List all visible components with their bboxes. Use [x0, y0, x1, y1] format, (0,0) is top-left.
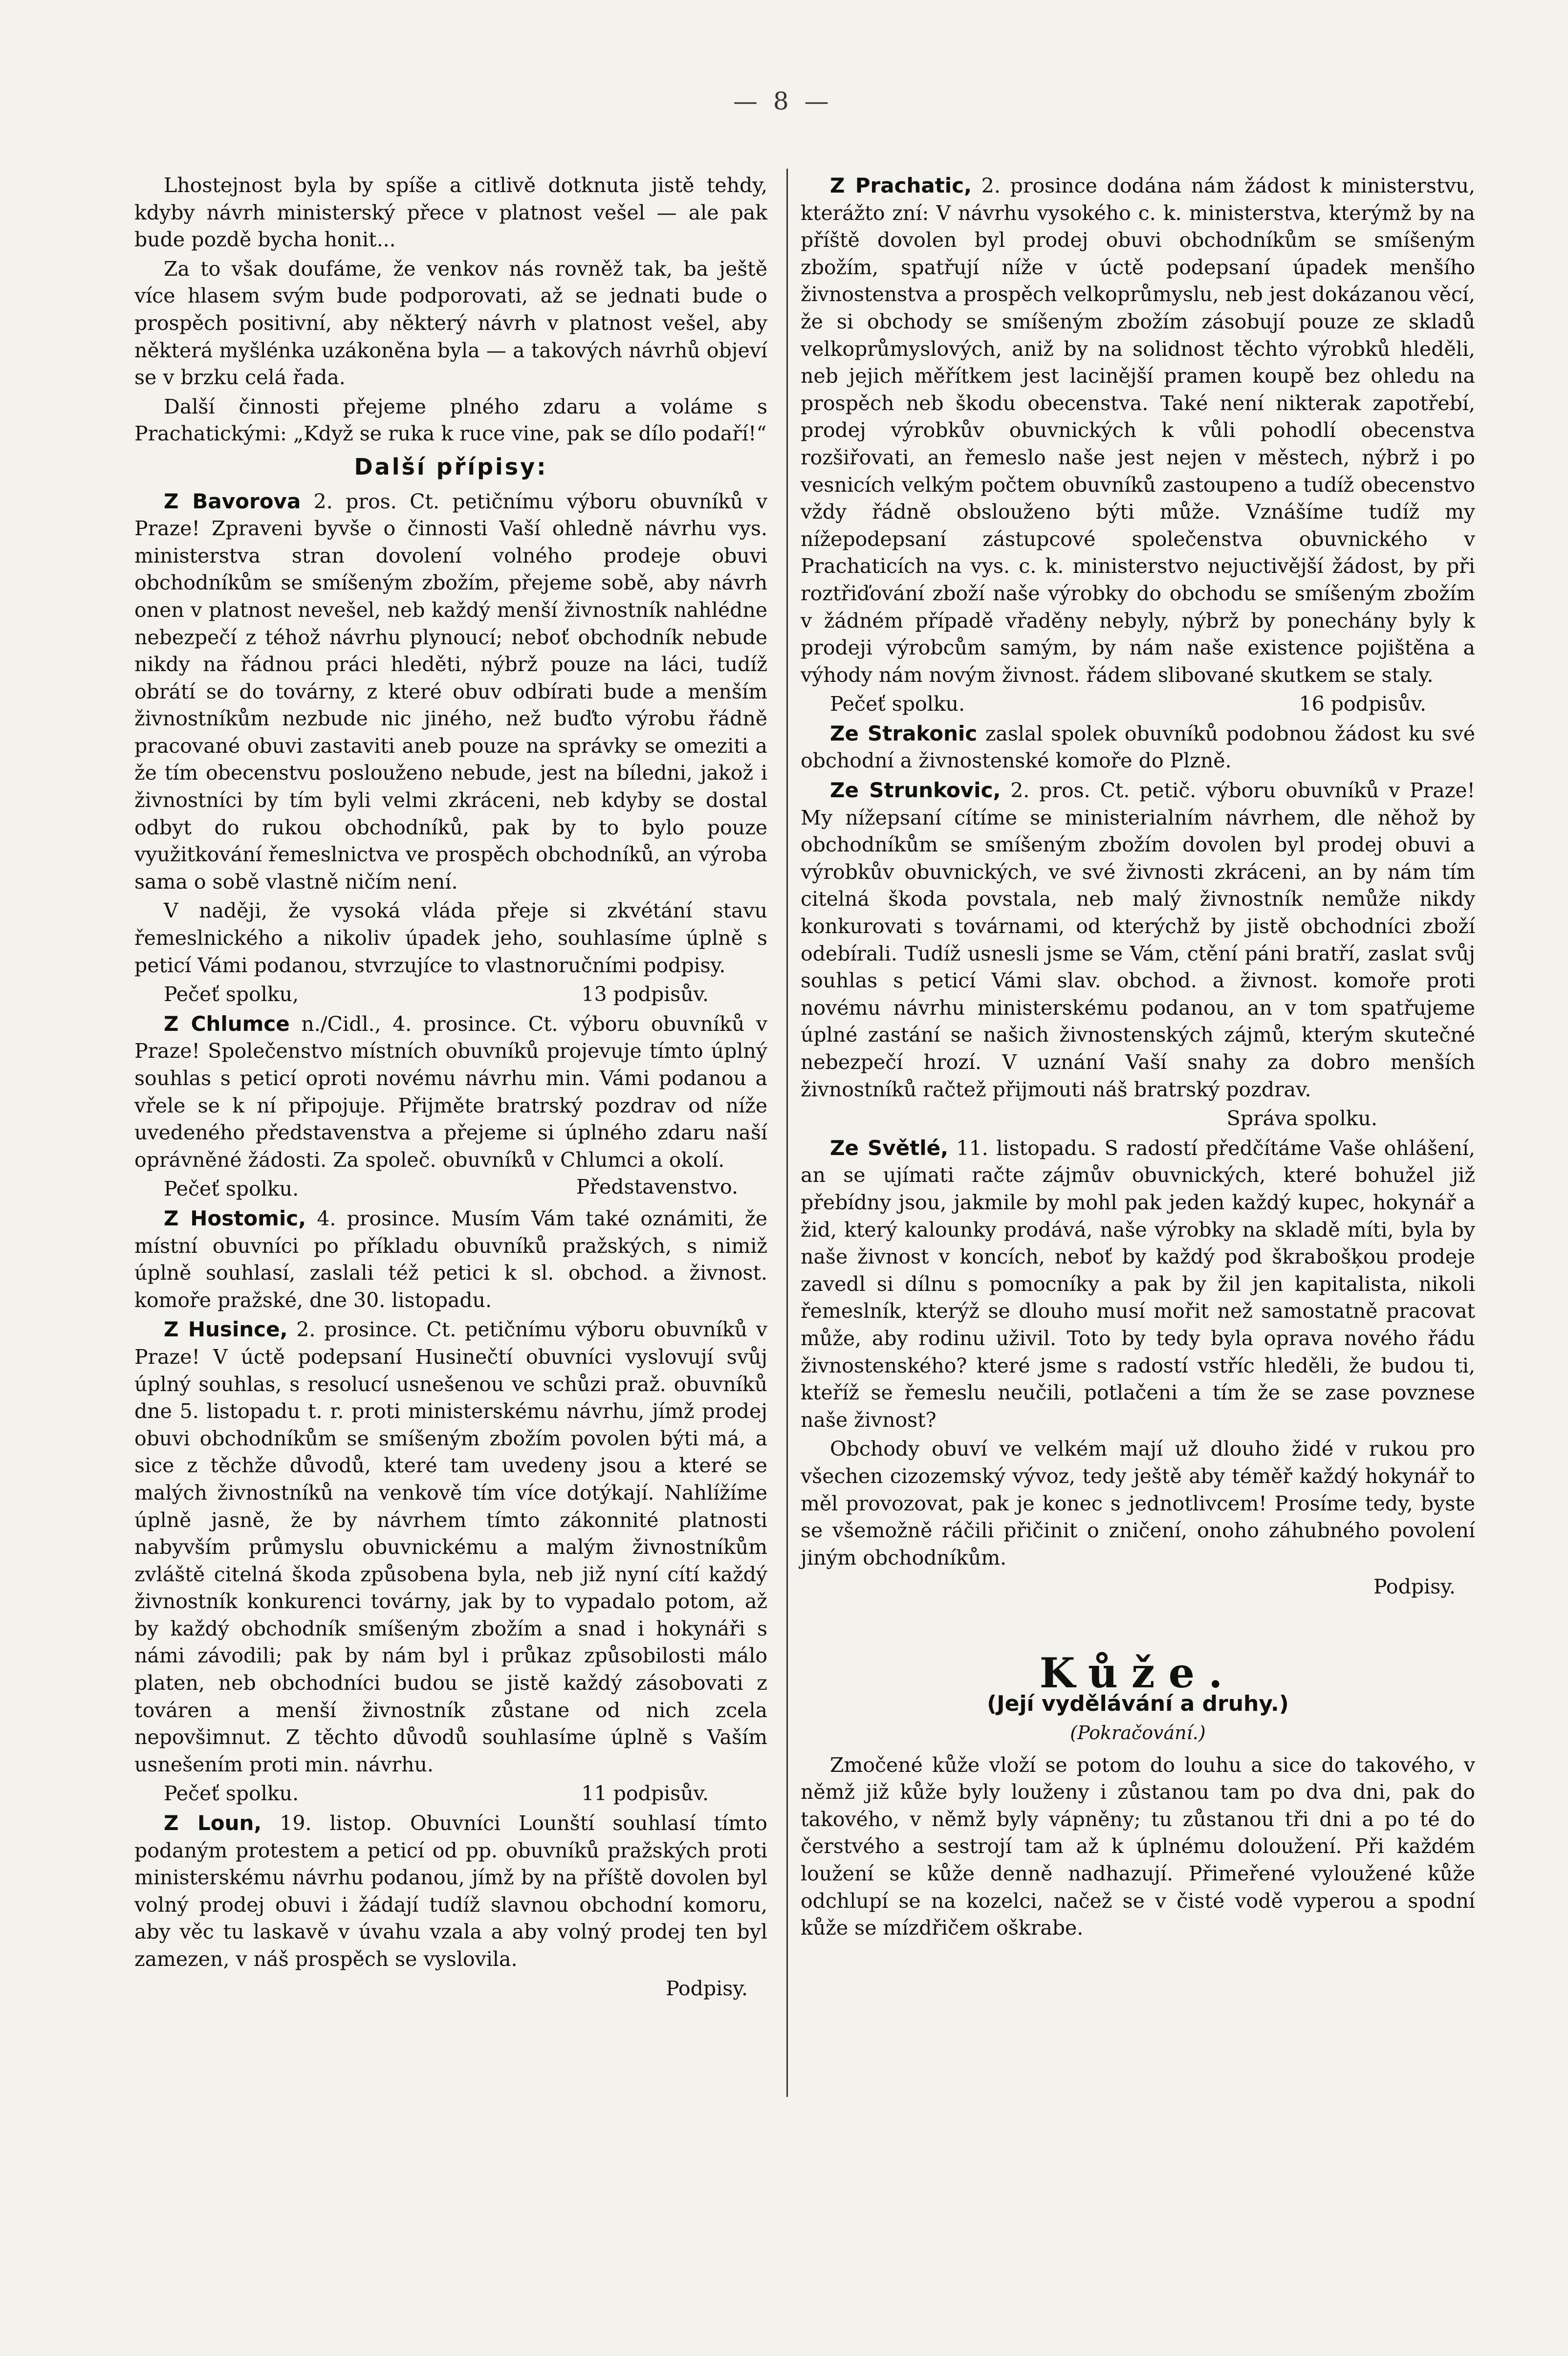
letter-place: Z Loun,	[164, 1811, 262, 1835]
page-number: — 8 —	[733, 87, 833, 115]
paragraph: Za to však doufáme, že venkov nás rovněž tak, ba ještě více hlasem svým bude podporovati, až se jednati bude o prospěch positivní, aby některý návrh v platnost vešel, aby některá myšlénka uzákoněna byla — a takových návrhů objeví se v brzku celá řada.	[134, 257, 767, 390]
signature-text: Podpisy.	[1373, 1575, 1456, 1599]
letter-loun	[134, 1810, 767, 1973]
board-sign: Představenstvo.	[576, 1175, 738, 1199]
signature-text: Podpisy.	[665, 1976, 748, 2000]
letter-text: 2. pros. Ct. petič. výboru obuvníků v Praze! My nížepsaní cítíme se ministerialním návrhem, dle něhož by obchodníkům se smíšeným zbožím dovolen byl prodej obuvi a výrobkův obuvnických, ve své živnosti zkráceni, an by nám tím citelná škoda povstala, neb malý živnostník nemůže nikdy konkurovati s továrnami, od kterýchž by jistě obchodníci zboží odebírali. Tudíž usnesli jsme se Vám, ctění páni bratří, zaslat svůj souhlas s peticí Vámi slav. obchod. a živnost. komoře proti novému návrhu ministerskému podanou, an v tom spatřujeme úplné zastání se našich živnostenských zájmů, kterým skutečné nebezpečí hrozí. V uznání Vaší snahy za dobro menších živnostníků račtež přijmouti náš bratrský pozdrav.	[801, 779, 1475, 1101]
signature-line	[134, 1780, 767, 1808]
letter-bavorov	[134, 488, 767, 896]
letter-text: 11. listopadu. S radostí předčítáme Vaše ohlášení, an se ujímati račte zájmův obuvnických, které bohužel již přebídny jsou, jakmile by mohl pak jeden každý kupec, hokynář a žid, který kalounky prodává, naše výrobky na skladě míti, byla by naše živnost v koncích, neboť by každý pod škrabošķou prodeje zavedl si dílnu s pomocníky a pak by žil jen kapitalista, nikoli řemeslník, kterýž se dlouho musí mořit než samostatně pracovat může, aby rodinu uživil. Toto by tedy byla oprava nového řádu živnostenského? které jsme s radostí vstříc hleděli, že budou ti, kteříž se řemeslu neučili, potlačeni a tím že se zase povznese naše živnost?	[801, 1136, 1475, 1432]
continuation-note: (Pokračování.)	[1070, 1722, 1206, 1744]
article-text: Zmočené kůže vloží se potom do louhu a sice do takového, v němž již kůže byly louženy i zůstanou tam po dva dni, pak do takového, v němž byly vápněny; tu zůstanou tři dni a po té do čerstvého a sestrojí tam až k úplnému doloužení. Při každém loužení se kůže denně nadhazují. Přimeřené vyloužené kůže odchlupí se na kozelci, načež se v čisté vodě vyperou a spodní kůže se mízdřičem oškrabe.	[801, 1753, 1475, 1940]
seal-text: Pečeť spolku,	[164, 982, 299, 1006]
letter-husinec	[134, 1316, 767, 1778]
signature-line	[801, 1105, 1475, 1133]
paragraph: Další činnosti přejeme plného zdaru a voláme s Prachatickými: „Když se ruka k ruce vine, pak se dílo podaří!“	[134, 394, 767, 446]
letter-svetle	[801, 1134, 1475, 1434]
letter-place: Z Bavorova	[164, 489, 301, 513]
article-title: Kůže.	[1039, 1648, 1237, 1697]
seal-text: Pečeť spolku.	[830, 692, 965, 716]
seal-text: Pečeť spolku.	[164, 1177, 299, 1201]
letter-text: 4. prosince. Musím Vám také oznámiti, že místní obuvníci po příkladu obuvníků pražských, s nimiž úplně souhlasí, zaslali též petici k sl. obchod. a živnost. komoře pražské, dne 30. listopadu.	[134, 1206, 767, 1312]
signature-line	[801, 1573, 1475, 1601]
paragraph: Lhostejnost byla by spíše a citlivě dotknuta jistě tehdy, kdyby návrh ministerský přece v platnost vešel — ale pak bude pozdě bycha honit...	[134, 174, 767, 252]
letter-text: 19. listop. Obuvníci Lounští souhlasí tímto podaným protestem a peticí od pp. obuvníků pražských proti ministerskému návrhu podanou, jímž by na příště dovolen byl volný prodej obuvi i žádají tudíž slavnou obchodní komoru, aby věc tu laskavě v úvahu vzala a aby volný prodej ten byl zamezen, v náš prospěch se vyslovila.	[134, 1811, 767, 1971]
letter-text: 2. prosince dodána nám žádost k ministerstvu, kterážto zní: V návrhu vysokého c. k. ministerstva, kterýmž by na příště dovolen byl prodej obuvi obchodníkům se smíšeným zbožím, spatřují níže v úctě podepsaní úpadek menšího živnostenstva a prospěch velkoprůmyslu, neb jest dokázanou věcí, že si obchody se smíšeným zbožím zásobují pouze ze skladů velkoprůmyslových, aniž by na solidnost těchto výrobků hleděli, neb jejich měřítkem jest lacinější pramen koupě bez ohledu na prospěch neb škodu obecenstva. Také není nikterak zapotřebí, prodej výrobkův obuvnických k vůli pohodlí obecenstva rozšiřovati, an řemeslo naše jest nejen v městech, nýbrž i po vesnicích velkým počtem obuvníků zastoupeno a tudíž obecenstvo vždy řádně obslouženo býti může. Vznášíme tudíž my nížepodepsaní zástupcové společenstva obuvnického v Prachaticích na vys. c. k. ministerstvo nejuctivější žádost, by při roztřiďování zboží naše výrobky do obchodu se smíšeným zbožím v žádném případě vřaděny nebyly, nýbrž by ponechány byly k prodeji výrobcům samým, by nám naše existence pojištěna a výhody nám novým živnost. řádem slibované skutkem se staly.	[801, 174, 1475, 687]
article-subtitle: (Její vydělávání a druhy.)	[987, 1691, 1289, 1717]
letter-place: Z Husince,	[164, 1317, 288, 1342]
letter-text: 2. pros. Ct. petičnímu výboru obuvníků v Praze! Zpraveni byvše o činnosti Vaší ohledně návrhu vys. ministerstva stran dovolení volného prodeje obuvi obchodníkům se smíšeným zbožím, přejeme sobě, aby návrh onen v platnost nevešel, neb každý menší živnostník nahlédne nebezpečí z téhož návrhu plynoucí; neboť obchodník nebude nikdy na řádnou práci hleděti, nýbrž pouze na láci, tudíž obrátí se do továrny, z které obuv odbírati bude a menším živnostníkům nezbude nic jiného, než buďto výrobu řádně pracované obuvi zastaviti aneb pouze na správky se omeziti a že tím obecenstvu poslouženo nebude, jest na bíledni, jakož i živnostníci by tím byli velmi zkráceni, neb kdyby se dostal odbyt do rukou obchodníků, pak by to bylo pouze využitkování řemeslnictva ve prospěch obchodníků, an výroba sama o sobě vlastně ničím není.	[134, 489, 767, 894]
signature-text: Správa spolku.	[1226, 1107, 1377, 1131]
column-divider	[786, 169, 788, 2097]
letter-place: Ze Strunkovic,	[830, 778, 1001, 803]
paragraph: Obchody obuví ve velkém mají už dlouho židé v rukou pro všechen cizozemský vývoz, tedy ještě aby téměř každý hokynář to měl provozovat, pak je konec s jednotlivcem! Prosíme tedy, byste se všemožně ráčili přičinit o zničení, onoho záhubného povolení jiným obchodníkům.	[801, 1437, 1475, 1570]
letter-strakonic	[801, 720, 1475, 775]
left-column	[134, 172, 767, 2004]
signature-count: 16 podpisův.	[1299, 692, 1426, 716]
paragraph: V naději, že vysoká vláda přeje si zkvétání stavu řemeslnického a nikoliv úpadek jeho, souhlasíme úplně s peticí Vámi podanou, stvrzujíce to vlastnoručními podpisy.	[134, 899, 767, 977]
letter-hostomic	[134, 1205, 767, 1314]
right-column	[801, 172, 1475, 1944]
letter-place: Z Chlumce	[164, 1011, 290, 1036]
seal-text: Pečeť spolku.	[164, 1782, 299, 1806]
letter-text: n./Cidl., 4. prosince. Ct. výboru obuvníků v Praze! Společenstvo místních obuvníků projevuje tímto úplný souhlas s peticí oproti novému návrhu min. Vámi podanou a vřele se k ní připojuje. Přijměte bratrský pozdrav od níže uvedeného představenstva a přejeme si úplného zdaru naší oprávněné žádosti. Za společ. obuvníků v Chlumci a okolí.	[134, 1012, 767, 1172]
letter-text: zaslal spolek obuvníků podobnou žádost ku své obchodní a živnostenské komoře do Plzně.	[801, 721, 1475, 773]
letter-place: Z Prachatic,	[830, 174, 972, 197]
signature-line	[134, 1176, 547, 1203]
signature-line	[134, 981, 767, 1008]
signature-line	[801, 691, 1475, 718]
section-heading: Další přípisy:	[354, 453, 548, 480]
signature-count: 11 podpisův.	[581, 1782, 709, 1806]
letter-place: Ze Světlé,	[830, 1135, 949, 1160]
signature-count: 13 podpisův.	[581, 982, 709, 1006]
letter-prachatic	[801, 172, 1475, 689]
signature-line	[134, 1975, 767, 2003]
letter-text: 2. prosince. Ct. petičnímu výboru obuvníků v Praze! V úctě podepsaní Husinečtí obuvníci vyslovují svůj úplný souhlas, s resolucí usnešenou ve schůzi praž. obuvníků dne 5. listopadu t. r. proti ministerskému návrhu, jímž prodej obuvi obchodníkům se smíšeným zbožím povolen býti má, a sice z těchže důvodů, které tam uvedeny jsou a které se malých živnostníků na venkově tím více dotýkají. Nahlížíme úplně jasně, že by návrhem tímto zákonnité platnosti nabyvším průmyslu obuvnickému a malým živnostníkům zvláště citelná škoda způsobena byla, neb již nyní cítí každý živnostník konkurenci továrny, jak by to vypadalo potom, až by každý obchodník smíšeným zbožím a snad i hokynáři s námi závodili; pak by nám byl i průkaz způsobilosti málo platen, neb obchodníci budou se jistě každý zásobovati z továren a menší živnostník zůstane od nich zcela nepovšimnut. Z těchto důvodů souhlasíme úplně s Vaším usnešením proti min. návrhu.	[134, 1318, 767, 1776]
letter-strunkovic	[801, 777, 1475, 1103]
letter-place: Z Hostomic,	[164, 1206, 306, 1230]
letter-place: Ze Strakonic	[830, 721, 978, 745]
